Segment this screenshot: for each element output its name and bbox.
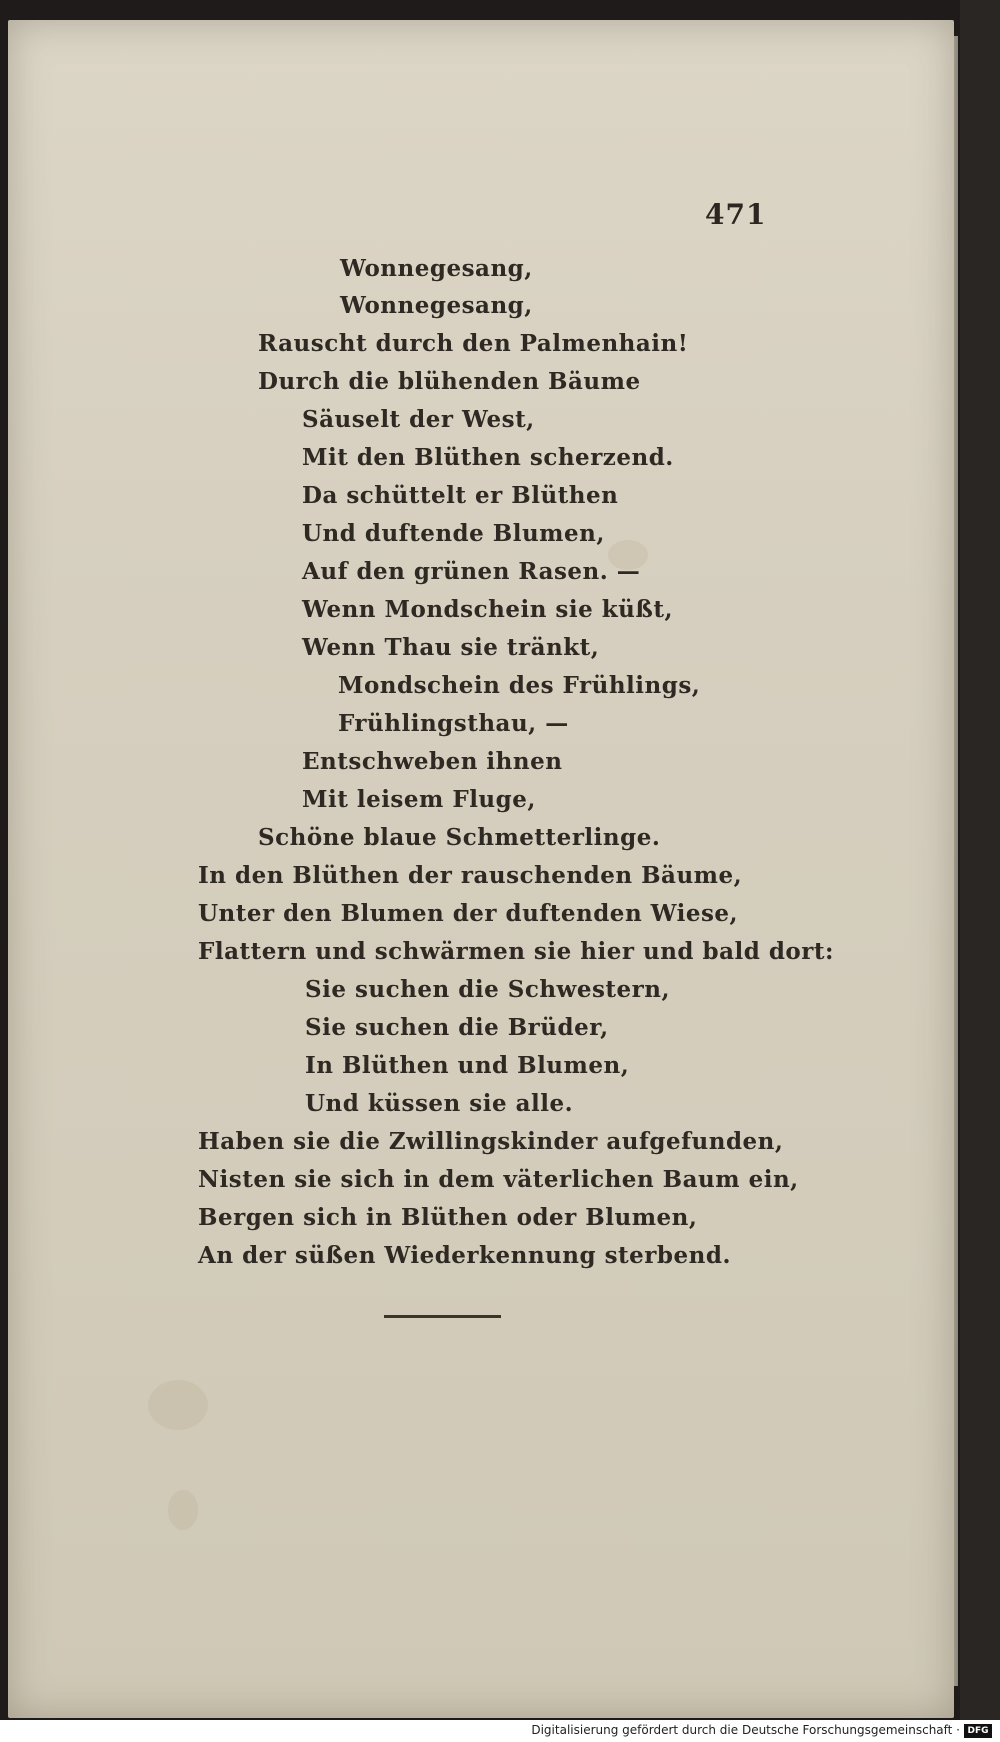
poem-line: Mondschein des Frühlings, [338, 672, 701, 699]
poem-line: Wenn Mondschein sie küßt, [302, 596, 674, 623]
paper-stain [148, 1380, 208, 1430]
poem-line: Da schüttelt er Blüthen [302, 482, 619, 509]
poem-line: Säuselt der West, [302, 406, 535, 433]
poem-line: Entschweben ihnen [302, 748, 563, 775]
poem-line: Mit leisem Fluge, [302, 786, 536, 813]
paper-stain [168, 1490, 198, 1530]
poem-line: Auf den grünen Rasen. — [302, 558, 641, 585]
poem-line: An der süßen Wiederkennung sterbend. [198, 1242, 731, 1269]
poem-line: In Blüthen und Blumen, [305, 1052, 630, 1079]
poem-line: Wonnegesang, [340, 255, 533, 282]
poem-line: Flattern und schwärmen sie hier und bald dort: [198, 938, 834, 965]
poem-line: In den Blüthen der rauschenden Bäume, [198, 862, 743, 889]
poem-line: Bergen sich in Blüthen oder Blumen, [198, 1204, 698, 1231]
footer-credit: Digitalisierung gefördert durch die Deutsche Forschungsgemeinschaft · [531, 1723, 960, 1737]
poem-line: Sie suchen die Schwestern, [305, 976, 671, 1003]
poem-line: Durch die blühenden Bäume [258, 368, 641, 395]
poem-line: Rauscht durch den Palmenhain! [258, 330, 689, 357]
poem-line: Schöne blaue Schmetterlinge. [258, 824, 661, 851]
poem-line: Mit den Blüthen scherzend. [302, 444, 674, 471]
poem-line: Wonnegesang, [340, 292, 533, 319]
poem-line: Und duftende Blumen, [302, 520, 605, 547]
dfg-logo: DFG [964, 1724, 992, 1738]
poem-line: Unter den Blumen der duftenden Wiese, [198, 900, 739, 927]
poem-line: Sie suchen die Brüder, [305, 1014, 609, 1041]
poem-line: Wenn Thau sie tränkt, [302, 634, 600, 661]
poem-line: Haben sie die Zwillingskinder aufgefunden, [198, 1128, 784, 1155]
page-number: 471 [705, 198, 767, 231]
section-divider [384, 1315, 501, 1318]
poem-line: Frühlingsthau, — [338, 710, 569, 737]
scan-right-strip [960, 0, 1000, 1720]
poem-line: Und küssen sie alle. [305, 1090, 574, 1117]
poem-line: Nisten sie sich in dem väterlichen Baum ein, [198, 1166, 799, 1193]
